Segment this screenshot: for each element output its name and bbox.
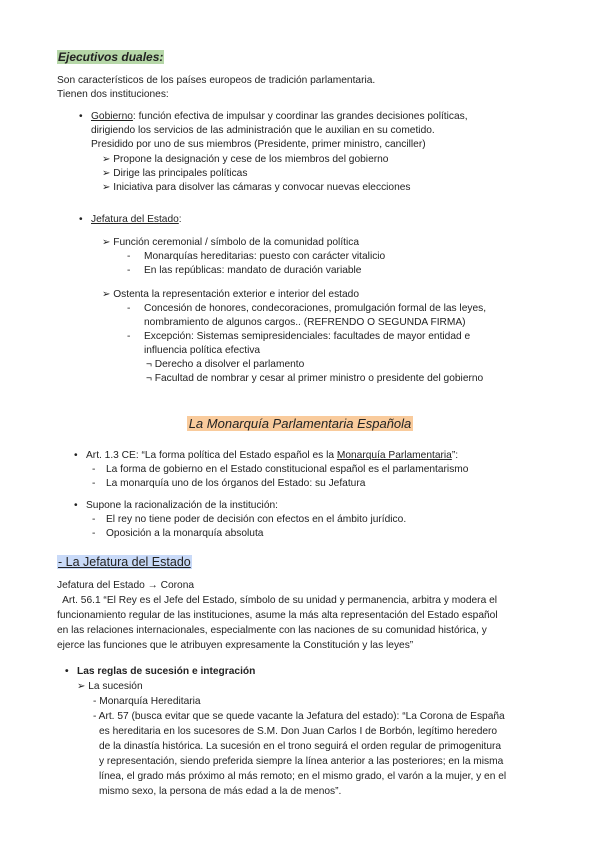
gobierno-arrow-item: ➢ Dirige las principales políticas (102, 168, 248, 179)
art57-line: y representación, siendo preferida siempre la línea anterior a las posteriores; en la misma (99, 756, 504, 767)
gobierno-text-2: dirigiendo los servicios de las administración que le auxilian en su cometido. (91, 125, 435, 136)
racionalizacion-item: • Supone la racionalización de la institución: (86, 499, 278, 513)
section-title-ejecutivos: Ejecutivos duales: (58, 50, 164, 64)
art56-line: ejerce las funciones que le atribuyen expresamente la Constitución y las leyes” (57, 640, 414, 651)
not-item: ¬ Facultad de nombrar y cesar al primer ministro o presidente del gobierno (146, 373, 484, 384)
arrow-icon: ➢ (102, 182, 111, 193)
not-item: ¬ Derecho a disolver el parlamento (146, 359, 305, 370)
dash-item: - (127, 331, 131, 342)
dash-item: - (92, 528, 96, 539)
art56-line: funcionamiento regular de las instituciones, asume la más alta representación del Estado español (57, 610, 498, 621)
dash-item-text: El rey no tiene poder de decisión con efectos en el ámbito jurídico. (106, 514, 407, 525)
jefatura-corona-line: Jefatura del Estado → Corona (57, 580, 195, 591)
jefatura-arrow-2: ➢ Ostenta la representación exterior e interior del estado (102, 289, 360, 300)
art57-line: línea, el grado más próximo al más remoto; en el mismo grado, el varón a la mujer, y en el (99, 771, 507, 782)
monarquia-hereditaria: - Monarquía Hereditaria (93, 696, 201, 707)
dash-item: - (127, 251, 131, 262)
dash-item: - (127, 265, 131, 276)
arrow-icon: ➢ (102, 168, 111, 179)
dash-item-text: Concesión de honores, condecoraciones, promulgación formal de las leyes, (144, 303, 487, 314)
dash-item: - (92, 478, 96, 489)
art56-line: en las relaciones internacionales, especialmente con las naciones de su comunidad histórica, y (57, 625, 487, 636)
art57-line: es hereditaria en los sucesores de S.M. Don Juan Carlos I de Borbón, legítimo heredero (99, 726, 498, 737)
dash-item: - (127, 303, 131, 314)
dash-item-text: Excepción: Sistemas semipresidenciales: facultades de mayor entidad e (144, 331, 471, 342)
dash-item-text-cont: influencia política efectiva (144, 345, 261, 356)
gobierno-arrow-item: ➢ Propone la designación y cese de los miembros del gobierno (102, 154, 389, 165)
art57-line: - Art. 57 (busca evitar que se quede vacante la Jefatura del estado): “La Corona de España (93, 711, 505, 722)
arrow-icon: ➢ (102, 154, 111, 165)
jefatura-arrow-1: ➢ Función ceremonial / símbolo de la comunidad política (102, 237, 359, 248)
sucesion-arrow: ➢ La sucesión (77, 681, 143, 692)
reglas-sucesion-item: • Las reglas de sucesión e integración (77, 665, 255, 679)
section-title-monarquia: La Monarquía Parlamentaria Española (188, 416, 412, 431)
arrow-icon: ➢ (102, 289, 111, 300)
gobierno-arrow-item: ➢ Iniciativa para disolver las cámaras y convocar nuevas elecciones (102, 182, 411, 193)
dash-item: - (92, 514, 96, 525)
jefatura-item: • Jefatura del Estado: (91, 213, 182, 227)
dash-item-text: Monarquías hereditarias: puesto con carácter vitalicio (144, 251, 386, 262)
dash-item-text: La forma de gobierno en el Estado constitucional español es el parlamentarismo (106, 464, 469, 475)
dash-item-text-cont: nombramiento de algunos cargos.. (REFRENDO O SEGUNDA FIRMA) (144, 317, 466, 328)
gobierno-label: Gobierno (91, 111, 133, 122)
dash-item-text: En las repúblicas: mandato de duración variable (144, 265, 362, 276)
intro-line-1: Son característicos de los países europeos de tradición parlamentaria. (57, 75, 376, 86)
arrow-icon: ➢ (102, 237, 111, 248)
dash-item-text: Oposición a la monarquía absoluta (106, 528, 264, 539)
dash-item-text: La monarquía uno de los órganos del Estado: su Jefatura (106, 478, 366, 489)
arrow-icon: ➢ (77, 681, 86, 692)
gobierno-text-3: Presidido por uno de sus miembros (Presidente, primer ministro, canciller) (91, 139, 426, 150)
dash-item: - (92, 464, 96, 475)
art13-item: • Art. 1.3 CE: “La forma política del Estado español es la Monarquía Parlamentaria”: (86, 449, 458, 463)
gobierno-item: • Gobierno: función efectiva de impulsar y coordinar las grandes decisiones políticas, (91, 110, 468, 124)
art57-line: de la dinastía histórica. La sucesión en el trono seguirá el orden regular de primogenitura (99, 741, 502, 752)
section-title-jefatura: - La Jefatura del Estado (58, 555, 191, 569)
jefatura-label: Jefatura del Estado (91, 214, 179, 225)
art57-line: mismo sexo, la persona de más edad a la de menos”. (99, 786, 342, 797)
art56-line: Art. 56.1 “El Rey es el Jefe del Estado, símbolo de su unidad y permanencia, arbitra y modera el (57, 595, 497, 606)
intro-line-2: Tienen dos instituciones: (57, 89, 169, 100)
